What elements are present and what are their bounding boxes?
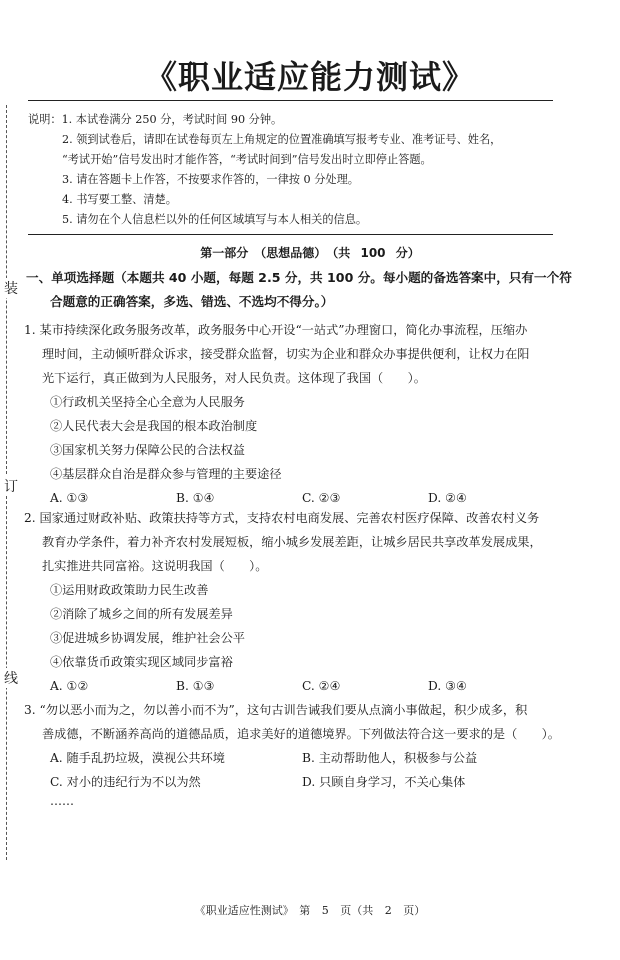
note-line: 3. 请在答题卡上作答，不按要求作答的，一律按 0 分处理。 <box>62 173 359 186</box>
question-stem-line: 扎实推进共同富裕。这说明我国（ ）。 <box>42 559 268 573</box>
page-footer: 《职业适应性测试》 第 5 页（共 2 页） <box>194 904 426 917</box>
question-stem-line: 教育办学条件，着力补齐农村发展短板，缩小城乡发展差距，让城乡居民共享改革发展成果， <box>42 535 542 549</box>
question-3 <box>24 698 584 794</box>
statement: ①运用财政政策助力民生改善 <box>50 583 209 597</box>
statement: ④基层群众自治是群众参与管理的主要途径 <box>50 467 282 481</box>
exam-notes <box>28 110 558 230</box>
note-line: “考试开始”信号发出时才能作答，“考试时间到”信号发出时立即停止答题。 <box>62 153 432 166</box>
option-d[interactable]: D. ②④ <box>428 491 467 505</box>
question-stem-line: 3. “勿以恶小而为之，勿以善小而不为”，这句古训告诫我们要从点滴小事做起，积少成多，积 <box>24 703 528 717</box>
page-title: 《职业适应能力测试》 <box>144 58 475 96</box>
statement: ④依靠货币政策实现区域同步富裕 <box>50 655 233 669</box>
option-b[interactable]: B. ①④ <box>176 491 215 505</box>
question-stem-line: 1. 某市持续深化政务服务改革，政务服务中心开设“一站式”办理窗口，简化办事流程，压缩办 <box>24 323 528 337</box>
option-a[interactable]: A. 随手乱扔垃圾，漠视公共环境 <box>50 751 225 765</box>
question-stem-line: 理时间，主动倾听群众诉求，接受群众监督，切实为企业和群众办事提供便利，让权力在阳 <box>42 347 530 361</box>
option-d[interactable]: D. ③④ <box>428 679 467 693</box>
binding-char-xian: 线 <box>4 668 18 688</box>
option-d[interactable]: D. 只顾自身学习，不关心集体 <box>302 775 466 789</box>
binding-char-zhuang: 装 <box>4 278 18 298</box>
option-c[interactable]: C. ②③ <box>302 491 341 505</box>
note-line: 说明：1. 本试卷满分 250 分，考试时间 90 分钟。 <box>28 113 283 126</box>
question-stem-line: 2. 国家通过财政补贴、政策扶持等方式，支持农村电商发展、完善农村医疗保障、改善农村义务 <box>24 511 540 525</box>
note-line: 5. 请勿在个人信息栏以外的任何区域填写与本人相关的信息。 <box>62 213 368 226</box>
answer-options <box>24 770 584 794</box>
binding-char-ding: 订 <box>4 476 18 496</box>
option-a[interactable]: A. ①② <box>50 679 89 693</box>
statement: ③促进城乡协调发展，维护社会公平 <box>50 631 245 645</box>
statement: ②消除了城乡之间的所有发展差异 <box>50 607 233 621</box>
note-line: 4. 书写要工整、清楚。 <box>62 193 177 206</box>
question-stem-line: 光下运行，真正做到为人民服务，对人民负责。这体现了我国（ ）。 <box>42 371 426 385</box>
continuation-ellipsis: …… <box>50 794 74 808</box>
option-b[interactable]: B. ①③ <box>176 679 215 693</box>
statement: ②人民代表大会是我国的根本政治制度 <box>50 419 258 433</box>
question-1 <box>24 318 584 510</box>
option-a[interactable]: A. ①③ <box>50 491 89 505</box>
question-stem-line: 善成德，不断涵养高尚的道德品质，追求美好的道德境界。下列做法符合这一要求的是（ ）。 <box>42 727 560 741</box>
question-2 <box>24 506 584 698</box>
statement: ①行政机关坚持全心全意为人民服务 <box>50 395 245 409</box>
notes-divider <box>28 234 553 235</box>
section-instructions <box>26 266 586 314</box>
instruction-line: 一、单项选择题（本题共 40 小题，每题 2.5 分，共 100 分。每小题的备选答案中，只有一个符 <box>26 270 572 285</box>
statement: ③国家机关努力保障公民的合法权益 <box>50 443 245 457</box>
instruction-line: 合题意的正确答案，多选、错选、不选均不得分。） <box>50 294 334 309</box>
option-c[interactable]: C. ②④ <box>302 679 341 693</box>
answer-options <box>24 746 584 770</box>
option-c[interactable]: C. 对小的违纪行为不以为然 <box>50 775 201 789</box>
top-divider <box>28 100 553 101</box>
note-line: 2. 领到试卷后，请即在试卷每页左上角规定的位置准确填写报考专业、准考证号、姓名， <box>62 133 502 146</box>
answer-options <box>24 674 584 698</box>
option-b[interactable]: B. 主动帮助他人，积极参与公益 <box>302 751 478 765</box>
section-title: 第一部分 （思想品德） （共 100 分） <box>200 246 420 260</box>
